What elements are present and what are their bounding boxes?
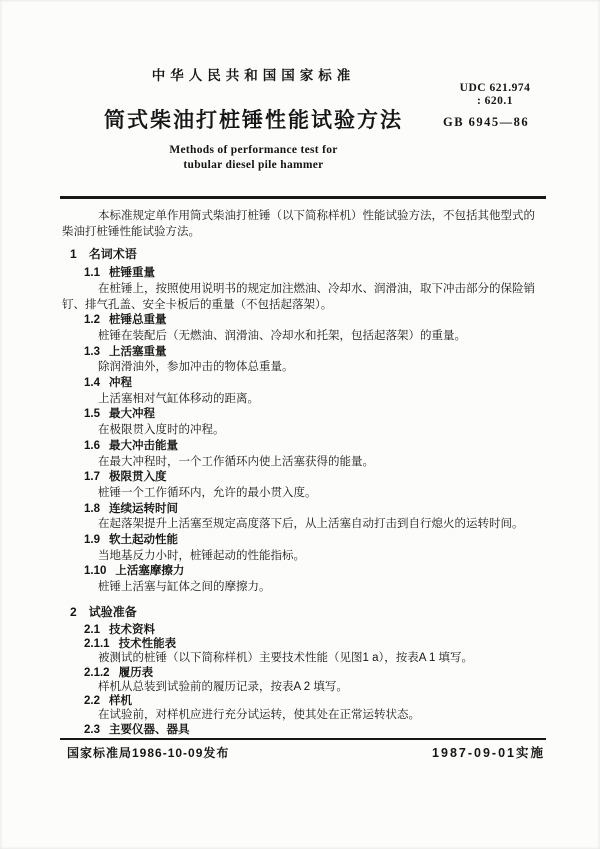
clause-title: 技术性能表 [118, 638, 177, 651]
term-1-1-definition: 在桩锤上，按照使用说明书的规定加注燃油、冷却水、润滑油，取下冲击部分的保险销钉、排气孔盖、安全卡板后的重量（不包括起落架）。 [62, 282, 535, 311]
section-2-title: 试验准备 [88, 604, 137, 619]
clause-number: 2.1 [84, 624, 100, 637]
term-title: 桩锤重量 [109, 267, 155, 280]
document-title: 筒式柴油打桩锤性能试验方法 [104, 109, 403, 132]
term-number: 1.7 [84, 471, 100, 484]
clause-2-1-2-heading [62, 666, 546, 680]
term-title: 连续运转时间 [109, 502, 178, 515]
term-1-1-heading [62, 266, 546, 282]
term-number: 1.9 [84, 534, 100, 547]
scope-paragraph: 本标准规定单作用筒式柴油打桩锤（以下简称样机）性能试验方法，不包括其他型式的柴油打桩锤性能试验方法。 [62, 210, 535, 238]
term-item [62, 376, 546, 407]
term-1-5-definition: 在极限贯入度时的冲程。 [98, 424, 225, 437]
term-item [62, 502, 546, 533]
term-1-5-heading [62, 407, 546, 423]
clause-2-2-body: 在试验前，对样机应进行充分试运转，使其处在正常运转状态。 [98, 709, 420, 722]
clause-number: 2.2 [84, 695, 100, 708]
section-1-number: 1 [70, 247, 77, 262]
section-1-heading [62, 247, 546, 263]
term-number: 1.6 [84, 439, 100, 452]
clause-2-2-heading [62, 694, 546, 708]
term-1-9-heading [62, 533, 546, 549]
term-title: 上活塞摩擦力 [115, 565, 185, 578]
term-title: 最大冲程 [109, 408, 155, 421]
footer-effective-date: 1987-09-01实施 [432, 746, 545, 760]
footer-issued-by: 国家标准局1986-10-09发布 [67, 746, 230, 760]
term-item [62, 313, 546, 344]
term-1-4-definition: 上活塞相对气缸体移动的距离。 [98, 392, 259, 405]
section-2-heading [62, 605, 546, 619]
term-title: 桩锤总重量 [109, 314, 167, 327]
term-item [62, 533, 546, 564]
term-number: 1.1 [84, 267, 100, 280]
section-2 [62, 605, 546, 737]
clause-title: 主要仪器、器具 [109, 723, 190, 736]
prep-item [62, 623, 546, 637]
term-1-7-heading [62, 470, 546, 486]
term-item [62, 564, 546, 595]
document-title-english-line1: Methods of performance test for [169, 144, 338, 156]
term-title: 软土起动性能 [109, 534, 178, 547]
term-1-6-definition: 在最大冲程时，一个工作循环内使上活塞获得的能量。 [98, 455, 374, 468]
term-title: 最大冲击能量 [109, 439, 178, 452]
clause-2-1-1-heading [62, 637, 546, 651]
term-title: 上活塞重量 [109, 345, 167, 358]
document-title-english [62, 143, 445, 173]
clause-2-3-heading [62, 723, 546, 737]
term-number: 1.3 [84, 345, 100, 358]
footer-divider-rule [60, 738, 546, 740]
clause-title: 技术资料 [109, 624, 155, 637]
clause-title: 履历表 [118, 666, 154, 679]
prep-item [62, 666, 546, 694]
term-number: 1.2 [84, 314, 100, 327]
section-2-number: 2 [70, 604, 77, 619]
term-1-3-heading [62, 345, 546, 361]
term-item [62, 345, 546, 376]
term-1-4-heading [62, 376, 546, 392]
clause-2-1-heading [62, 623, 546, 637]
term-1-8-heading [62, 502, 546, 518]
prep-item [62, 723, 546, 737]
clause-2-1-1-body: 被测试的桩锤（以下简称样机）主要技术性能（见图1 a），按表A 1 填写。 [98, 652, 474, 665]
term-number: 1.4 [84, 377, 100, 390]
clause-number: 2.1.1 [84, 638, 110, 651]
term-1-2-definition: 桩锤在装配后（无燃油、润滑油、冷却水和托架，包括起落架）的重量。 [98, 329, 466, 342]
term-1-8-definition: 在起落架提升上活塞至规定高度落下后，从上活塞自动打击到自行熄火的运转时间。 [98, 518, 524, 531]
term-item [62, 407, 546, 438]
section-1 [62, 247, 546, 595]
term-number: 1.5 [84, 408, 100, 421]
prep-item [62, 637, 546, 665]
term-1-10-heading [62, 564, 546, 580]
term-1-9-definition: 当地基反力小时，桩锤起动的性能指标。 [98, 549, 305, 562]
term-title: 极限贯入度 [109, 471, 167, 484]
clause-number: 2.3 [84, 723, 100, 736]
term-1-7-definition: 桩锤一个工作循环内，允许的最小贯入度。 [98, 486, 317, 499]
clause-title: 样机 [109, 695, 132, 708]
term-item [62, 439, 546, 470]
clause-2-1-2-body: 样机从总装到试验前的履历记录，按表A 2 填写。 [98, 680, 348, 693]
section-1-title: 名词术语 [88, 247, 137, 262]
prep-item [62, 694, 546, 722]
udc-classification [443, 82, 547, 107]
national-standard-label: 中华人民共和国国家标准 [151, 68, 356, 83]
standard-code: GB 6945—86 [443, 115, 530, 129]
document-body [62, 209, 546, 737]
term-item [62, 470, 546, 501]
document-title-english-line2: tubular diesel pile hammer [183, 159, 324, 171]
term-item [62, 266, 546, 313]
term-number: 1.8 [84, 502, 100, 515]
udc-line2: : 620.1 [476, 94, 514, 107]
term-1-6-heading [62, 439, 546, 455]
udc-line1: UDC 621.974 [459, 82, 531, 94]
term-title: 冲程 [109, 377, 132, 390]
term-1-2-heading [62, 313, 546, 329]
term-1-10-definition: 桩锤上活塞与缸体之间的摩擦力。 [98, 581, 271, 594]
term-number: 1.10 [84, 565, 107, 578]
term-1-3-definition: 除润滑油外，参加冲击的物体总重量。 [98, 361, 294, 374]
clause-number: 2.1.2 [84, 666, 110, 679]
header-divider-rule [60, 196, 546, 199]
